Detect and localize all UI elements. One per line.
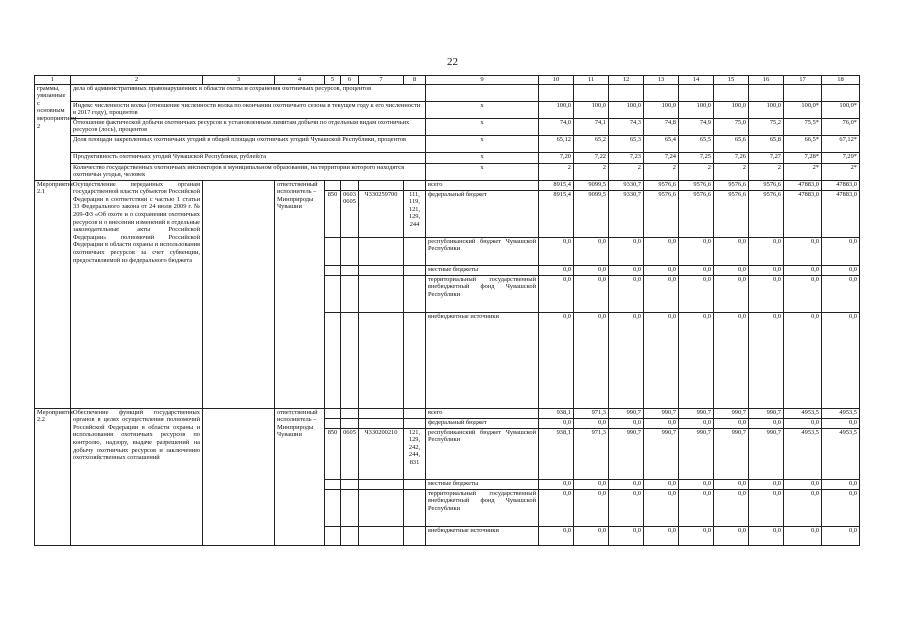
code-empty [341, 489, 359, 526]
code-empty [325, 479, 341, 489]
funding-value: 0,0 [609, 418, 644, 428]
indicator-x: х [426, 135, 539, 152]
code-empty [404, 479, 426, 489]
funding-source: федеральный бюджет [426, 190, 539, 237]
indicator-value: 100,0 [609, 101, 644, 118]
indicator-row [35, 135, 860, 152]
funding-value: 9330,7 [609, 180, 644, 190]
funding-value: 990,7 [749, 428, 784, 479]
indicator-x [426, 84, 539, 101]
indicator-name: дела об административных правонарушениях в области охоты и сохранения охотничьих ресурсов, процентов [71, 84, 426, 101]
indicator-value: 74,0 [539, 118, 574, 135]
funding-value: 0,0 [784, 418, 822, 428]
code-empty [341, 237, 359, 265]
indicator-row [35, 84, 860, 101]
funding-value: 0,0 [784, 526, 822, 545]
indicator-value: 100,0 [644, 101, 679, 118]
indicator-value [822, 84, 860, 101]
funding-value: 990,7 [714, 428, 749, 479]
code-empty [341, 275, 359, 312]
indicator-x: х [426, 163, 539, 180]
indicator-value: 66,5* [784, 135, 822, 152]
indicator-row [35, 118, 860, 135]
funding-value: 0,0 [574, 265, 609, 275]
funding-row [35, 180, 860, 190]
code-empty [325, 275, 341, 312]
indicator-value: 75,5* [784, 118, 822, 135]
code-empty [359, 312, 404, 408]
funding-value: 0,0 [644, 479, 679, 489]
vr-code: 111, 119, 121, 129, 244 [404, 190, 426, 237]
column-number: 4 [275, 76, 325, 85]
indicator-value: 67,12* [822, 135, 860, 152]
code-empty [325, 312, 341, 408]
code-empty [404, 418, 426, 428]
funding-value: 0,0 [609, 479, 644, 489]
funding-value: 0,0 [574, 418, 609, 428]
rz-code: 0605 [341, 428, 359, 479]
code-empty [359, 265, 404, 275]
funding-value: 0,0 [714, 526, 749, 545]
funding-value: 0,0 [539, 312, 574, 408]
funding-value: 0,0 [609, 275, 644, 312]
funding-value: 938,1 [539, 408, 574, 418]
funding-value: 990,7 [679, 408, 714, 418]
funding-value: 0,0 [644, 526, 679, 545]
funding-value: 0,0 [539, 275, 574, 312]
indicator-value: 100,0 [749, 101, 784, 118]
column-number: 5 [325, 76, 341, 85]
funding-value: 0,0 [749, 418, 784, 428]
code-empty [325, 408, 341, 418]
code-empty [359, 275, 404, 312]
indicator-value [679, 84, 714, 101]
funding-value: 0,0 [749, 312, 784, 408]
indicator-row [35, 152, 860, 163]
page-number: 22 [447, 56, 458, 68]
funding-value: 9576,6 [749, 180, 784, 190]
funding-value: 0,0 [749, 489, 784, 526]
indicator-x: х [426, 101, 539, 118]
indicator-row [35, 163, 860, 180]
funding-value: 971,3 [574, 428, 609, 479]
funding-value: 0,0 [679, 526, 714, 545]
funding-value: 938,1 [539, 428, 574, 479]
indicator-value: 74,8 [644, 118, 679, 135]
code-empty [341, 180, 359, 190]
indicator-value [574, 84, 609, 101]
funding-value: 47883,0 [822, 180, 860, 190]
column-number: 9 [426, 76, 539, 85]
indicator-value: 65,4 [644, 135, 679, 152]
grbs-code: 850 [325, 428, 341, 479]
indicator-value: 7,24 [644, 152, 679, 163]
indicator-value: 2 [714, 163, 749, 180]
funding-value: 990,7 [609, 408, 644, 418]
funding-value: 0,0 [784, 312, 822, 408]
csr-code: Ч330200210 [359, 428, 404, 479]
indicator-x: х [426, 152, 539, 163]
funding-source: федеральный бюджет [426, 418, 539, 428]
event-description: Обеспечение функций государственных органов в целях осуществления полномочий Российской Федерации в области охраны и использования охотничьих ресурсов по контролю, надзору, выдаче разрешений на добычу охотничьих ресурсов и заключению охотхозяйственных соглашений [71, 408, 203, 545]
funding-source: местные бюджеты [426, 265, 539, 275]
indicator-value: 7,29* [822, 152, 860, 163]
csr-code: Ч330259700 [359, 190, 404, 237]
funding-value: 9576,6 [714, 190, 749, 237]
indicator-value: 100,0* [784, 101, 822, 118]
funding-value: 0,0 [574, 312, 609, 408]
funding-value: 0,0 [822, 237, 860, 265]
column-number: 8 [404, 76, 426, 85]
indicator-value: 2 [749, 163, 784, 180]
indicator-value: 65,6 [714, 135, 749, 152]
column-number: 11 [574, 76, 609, 85]
code-empty [359, 180, 404, 190]
funding-value: 0,0 [609, 526, 644, 545]
event-label: Мероприятие 2.1 [35, 180, 71, 408]
funding-value: 0,0 [539, 418, 574, 428]
funding-value: 0,0 [644, 237, 679, 265]
funding-value: 0,0 [539, 526, 574, 545]
funding-value: 0,0 [644, 312, 679, 408]
column-number: 1 [35, 76, 71, 85]
funding-value: 0,0 [784, 479, 822, 489]
funding-value: 0,0 [539, 237, 574, 265]
indicator-value: 65,8 [749, 135, 784, 152]
funding-value: 0,0 [749, 265, 784, 275]
indicator-name: Доля площади закрепленных охотничьих угодий в общей площади охотничьих угодий Чувашской Республики, процентов [71, 135, 426, 152]
code-empty [404, 275, 426, 312]
funding-value: 0,0 [822, 275, 860, 312]
column-number: 16 [749, 76, 784, 85]
indicator-value: 7,23 [609, 152, 644, 163]
code-empty [325, 265, 341, 275]
funding-source: всего [426, 180, 539, 190]
indicator-value: 7,26 [714, 152, 749, 163]
code-empty [325, 237, 341, 265]
funding-value: 9576,6 [644, 190, 679, 237]
column-number: 12 [609, 76, 644, 85]
event-description: Осуществление переданных органам государственной власти субъектов Российской Федерации в соответствии с частью 1 статьи 33 Федерального закона от 24 июля 2009 г. № 209-ФЗ «Об охоте и о сохранении охотничьих ресурсов и о внесении изменений в отдельные законодательные акты Российской Федерации» полномочий Российской Федерации в области охраны и использования охотничьих ресурсов за счет субвенции, предоставляемой из федерального бюджета [71, 180, 203, 408]
funding-value: 0,0 [679, 489, 714, 526]
funding-value: 0,0 [714, 312, 749, 408]
funding-source: территориальный государственный внебюджетный фонд Чувашской Республики [426, 489, 539, 526]
indicator-value: 65,2 [574, 135, 609, 152]
event-empty [203, 408, 275, 545]
column-number: 18 [822, 76, 860, 85]
indicator-value: 74,9 [679, 118, 714, 135]
indicator-value: 2 [609, 163, 644, 180]
rz-code: 0603 0605 [341, 190, 359, 237]
indicator-value: 65,5 [679, 135, 714, 152]
code-empty [341, 312, 359, 408]
code-empty [325, 526, 341, 545]
indicator-value: 100,0 [679, 101, 714, 118]
funding-value: 8915,4 [539, 190, 574, 237]
funding-value: 0,0 [574, 237, 609, 265]
funding-value: 0,0 [609, 237, 644, 265]
funding-value: 0,0 [784, 275, 822, 312]
funding-value: 9099,5 [574, 190, 609, 237]
column-number: 7 [359, 76, 404, 85]
indicator-value: 75,2 [749, 118, 784, 135]
code-empty [341, 526, 359, 545]
indicator-x: х [426, 118, 539, 135]
code-empty [359, 237, 404, 265]
funding-value: 0,0 [574, 489, 609, 526]
funding-value: 0,0 [609, 489, 644, 526]
code-empty [341, 265, 359, 275]
event-label: Мероприятие 2.2 [35, 408, 71, 545]
funding-value: 0,0 [609, 312, 644, 408]
indicator-name: Продуктивность охотничьих угодий Чувашской Республики, рублей/га [71, 152, 426, 163]
funding-value: 0,0 [644, 418, 679, 428]
indicator-value: 65,3 [609, 135, 644, 152]
code-empty [404, 312, 426, 408]
funding-value: 0,0 [539, 489, 574, 526]
code-empty [404, 526, 426, 545]
indicator-value: 65,12 [539, 135, 574, 152]
funding-value: 9576,6 [679, 190, 714, 237]
code-empty [359, 418, 404, 428]
column-number: 6 [341, 76, 359, 85]
indicator-value: 7,20 [539, 152, 574, 163]
funding-value: 0,0 [679, 237, 714, 265]
code-empty [325, 489, 341, 526]
column-number: 14 [679, 76, 714, 85]
code-empty [325, 180, 341, 190]
funding-value: 990,7 [679, 428, 714, 479]
indicator-value: 2* [822, 163, 860, 180]
indicator-name: Количество государственных охотничьих инспекторов в муниципальном образовании, на территории которого находятся охотничьи угодья, человек [71, 163, 426, 180]
indicator-value: 76,0* [822, 118, 860, 135]
indicator-value [749, 84, 784, 101]
code-empty [359, 408, 404, 418]
code-empty [341, 418, 359, 428]
funding-value: 0,0 [822, 489, 860, 526]
column-number: 3 [203, 76, 275, 85]
funding-value: 971,3 [574, 408, 609, 418]
funding-value: 47883,0 [784, 180, 822, 190]
code-empty [404, 237, 426, 265]
code-empty [359, 526, 404, 545]
indicator-value: 74,3 [609, 118, 644, 135]
funding-value: 0,0 [714, 237, 749, 265]
funding-value: 0,0 [679, 275, 714, 312]
indicator-name: Индекс численности волка (отношение численности волка по окончании охотничьего сезона в текущем году к его численности в 2017 году), процентов [71, 101, 426, 118]
funding-value: 9576,6 [679, 180, 714, 190]
funding-value: 9099,5 [574, 180, 609, 190]
event-empty [203, 180, 275, 408]
funding-value: 0,0 [574, 275, 609, 312]
funding-value: 0,0 [714, 479, 749, 489]
funding-source: местные бюджеты [426, 479, 539, 489]
funding-value: 9576,6 [714, 180, 749, 190]
funding-value: 0,0 [749, 479, 784, 489]
funding-value: 0,0 [714, 489, 749, 526]
funding-value: 0,0 [749, 237, 784, 265]
funding-row [35, 408, 860, 418]
funding-value: 0,0 [679, 418, 714, 428]
code-empty [359, 479, 404, 489]
funding-source: территориальный государственный внебюджетный фонд Чувашской Республики [426, 275, 539, 312]
indicator-value: 7,27 [749, 152, 784, 163]
indicator-value: 2 [539, 163, 574, 180]
indicator-value [644, 84, 679, 101]
funding-value: 0,0 [784, 237, 822, 265]
code-empty [359, 489, 404, 526]
indicator-row [35, 101, 860, 118]
funding-source: всего [426, 408, 539, 418]
indicator-value: 2 [574, 163, 609, 180]
funding-value: 9330,7 [609, 190, 644, 237]
funding-value: 990,7 [714, 408, 749, 418]
funding-value: 47883,0 [822, 190, 860, 237]
indicator-value [609, 84, 644, 101]
funding-value: 0,0 [609, 265, 644, 275]
funding-value: 0,0 [539, 479, 574, 489]
funding-value: 990,7 [749, 408, 784, 418]
funding-value: 0,0 [822, 418, 860, 428]
event-executor: ответственный исполнитель – Минприроды Чувашии [275, 180, 325, 408]
funding-source: республиканский бюджет Чувашской Республики [426, 428, 539, 479]
column-number: 17 [784, 76, 822, 85]
indicator-value: 75,0 [714, 118, 749, 135]
funding-value: 0,0 [749, 275, 784, 312]
funding-value: 4953,5 [784, 428, 822, 479]
funding-value: 990,7 [644, 408, 679, 418]
funding-source: внебюджетные источники [426, 526, 539, 545]
event-executor: ответственный исполнитель – Минприроды Чувашии [275, 408, 325, 545]
column-number: 2 [71, 76, 203, 85]
funding-value: 990,7 [609, 428, 644, 479]
indicator-value: 74,1 [574, 118, 609, 135]
funding-value: 0,0 [644, 275, 679, 312]
funding-value: 9576,6 [749, 190, 784, 237]
funding-value: 0,0 [679, 479, 714, 489]
code-empty [404, 265, 426, 275]
funding-value: 0,0 [574, 526, 609, 545]
funding-value: 0,0 [822, 526, 860, 545]
column-number: 13 [644, 76, 679, 85]
code-empty [404, 489, 426, 526]
code-empty [404, 408, 426, 418]
indicator-value: 100,0 [714, 101, 749, 118]
grbs-code: 850 [325, 190, 341, 237]
funding-value: 0,0 [822, 479, 860, 489]
code-empty [325, 418, 341, 428]
funding-value: 0,0 [714, 265, 749, 275]
funding-value: 0,0 [784, 489, 822, 526]
funding-value: 0,0 [644, 265, 679, 275]
program-label: граммы, увязанные с основным мероприятием 2 [35, 84, 71, 180]
code-empty [341, 479, 359, 489]
funding-value: 0,0 [784, 265, 822, 275]
funding-value: 0,0 [822, 312, 860, 408]
header-row [35, 76, 860, 85]
funding-value: 0,0 [714, 275, 749, 312]
indicator-value: 7,22 [574, 152, 609, 163]
funding-value: 0,0 [749, 526, 784, 545]
indicator-value: 100,0 [539, 101, 574, 118]
indicator-name: Отношение фактической добычи охотничьих ресурсов к установленным лимитам добычи по отдельным видам охотничьих ресурсов (лось), процентов [71, 118, 426, 135]
funding-value: 0,0 [539, 265, 574, 275]
funding-value: 4953,5 [784, 408, 822, 418]
funding-value: 0,0 [679, 265, 714, 275]
column-number: 15 [714, 76, 749, 85]
code-empty [404, 180, 426, 190]
indicator-value: 2* [784, 163, 822, 180]
funding-source: республиканский бюджет Чувашской Республики [426, 237, 539, 265]
funding-source: внебюджетные источники [426, 312, 539, 408]
funding-value: 0,0 [644, 489, 679, 526]
funding-value: 4953,5 [822, 408, 860, 418]
column-number: 10 [539, 76, 574, 85]
vr-code: 121, 129, 242, 244, 831 [404, 428, 426, 479]
funding-value: 0,0 [574, 479, 609, 489]
indicator-value: 7,28* [784, 152, 822, 163]
indicator-value: 100,0 [574, 101, 609, 118]
indicator-value [539, 84, 574, 101]
code-empty [341, 408, 359, 418]
indicator-value: 2 [644, 163, 679, 180]
indicator-value: 2 [679, 163, 714, 180]
indicator-value: 7,25 [679, 152, 714, 163]
funding-value: 8915,4 [539, 180, 574, 190]
indicator-value [714, 84, 749, 101]
funding-value: 4953,5 [822, 428, 860, 479]
funding-value: 47883,0 [784, 190, 822, 237]
funding-value: 0,0 [822, 265, 860, 275]
funding-value: 0,0 [679, 312, 714, 408]
funding-value: 0,0 [714, 418, 749, 428]
funding-value: 990,7 [644, 428, 679, 479]
indicator-value: 100,0* [822, 101, 860, 118]
indicator-value [784, 84, 822, 101]
program-table [34, 75, 860, 546]
funding-value: 9576,6 [644, 180, 679, 190]
